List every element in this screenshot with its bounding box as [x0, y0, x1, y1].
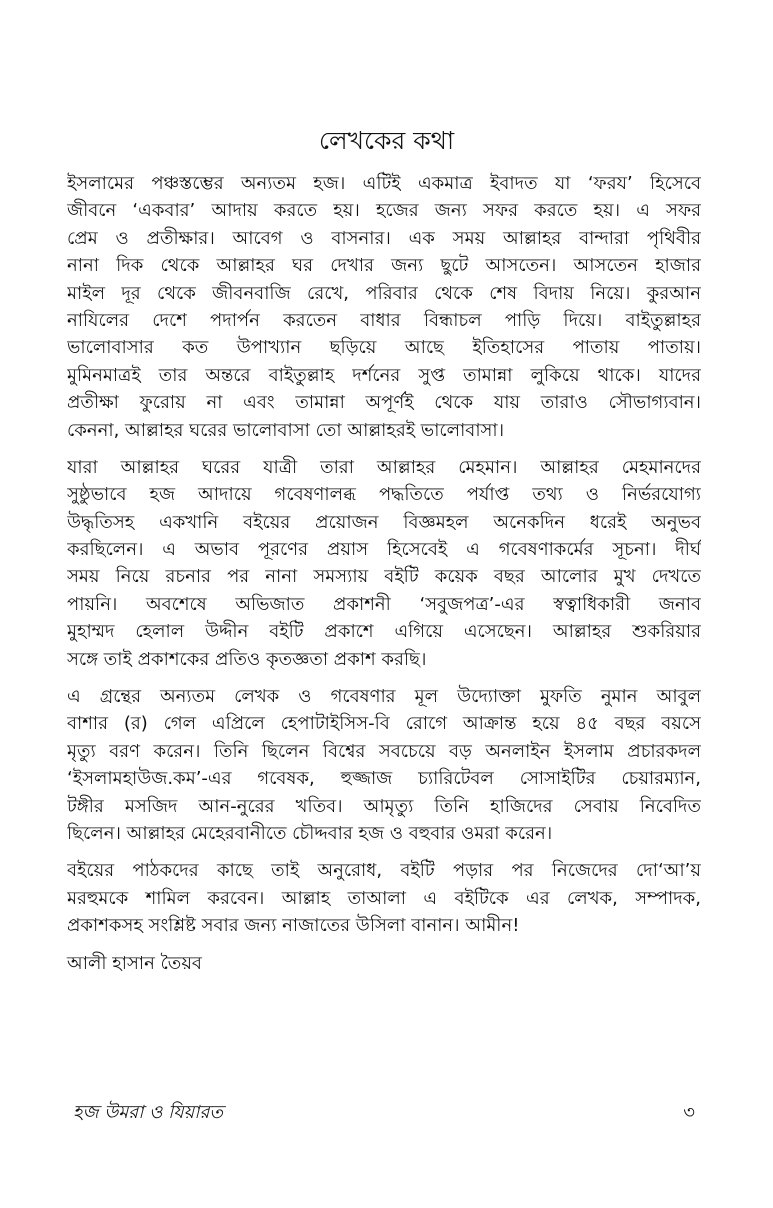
- text-line: মুহাম্মদ হেলাল উদ্দীন বইটি প্রকাশে এগিয়ে এসেছেন। আল্লাহর শুকরিয়ার: [67, 621, 701, 643]
- text-line: এ গ্রন্থের অন্যতম লেখক ও গবেষণার মূল উদ্যোক্তা মুফতি নুমান আবুল: [67, 686, 701, 708]
- page-number: ৩: [683, 1101, 695, 1123]
- text-line: ভালোবাসার কত উপাখ্যান ছড়িয়ে আছে ইতিহাসের পাতায় পাতায়।: [67, 337, 701, 359]
- paragraph-3: [67, 683, 701, 847]
- text-line: উদ্ধৃতিসহ একখানি বইয়ের প্রয়োজন বিজ্ঞমহল অনেকদিন ধরেই অনুভব: [67, 511, 701, 533]
- paragraph-2: [67, 454, 701, 673]
- text-line: মুমিনমাত্রই তার অন্তরে বাইতুল্লাহ দর্শনের সুপ্ত তামান্না লুকিয়ে থাকে। যাদের: [67, 364, 701, 386]
- text-line: বাশার (র) গেল এপ্রিলে হেপাটাইসিস-বি রোগে আক্রান্ত হয়ে ৪৫ বছর বয়সে: [67, 713, 701, 735]
- text-line: পায়নি। অবশেষে অভিজাত প্রকাশনী ‘সবুজপত্র’-এর স্বত্বাধিকারী জনাব: [67, 593, 701, 615]
- author-signature: আলী হাসান তৈয়ব: [67, 952, 202, 974]
- text-line: জীবনে ‘একবার’ আদায় করতে হয়। হজের জন্য সফর করতে হয়। এ সফর: [67, 200, 701, 222]
- text-line: মাইল দূর থেকে জীবনবাজি রেখে, পরিবার থেকে শেষ বিদায় নিয়ে। কুরআন: [67, 282, 701, 304]
- text-line: বইয়ের পাঠকদের কাছে তাই অনুরোধ, বইটি পড়ার পর নিজেদের দো‘আ’য়: [67, 860, 701, 882]
- preface-body: [67, 170, 701, 977]
- text-line: সময় নিয়ে রচনার পর নানা সমস্যায় বইটি কয়েক বছর আলোর মুখ দেখতে: [67, 566, 701, 588]
- text-line: সঙ্গে তাই প্রকাশকের প্রতিও কৃতজ্ঞতা প্রকাশ করছি।: [67, 648, 427, 670]
- paragraph-1: [67, 170, 701, 444]
- text-line: যারা আল্লাহর ঘরের যাত্রী তারা আল্লাহর মেহমান। আল্লাহর মেহমানদের: [67, 456, 701, 478]
- text-line: প্রেম ও প্রতীক্ষার। আবেগ ও বাসনার। এক সময় আল্লাহর বান্দারা পৃথিবীর: [67, 227, 701, 249]
- text-line: নাযিলের দেশে পদার্পন করতেন বাধার বিন্ধাচল পাড়ি দিয়ে। বাইতুল্লাহর: [67, 309, 701, 331]
- text-line: নানা দিক থেকে আল্লাহর ঘর দেখার জন্য ছুটে আসতেন। আসতেন হাজার: [67, 255, 701, 277]
- text-line: করছিলেন। এ অভাব পূরণের প্রয়াস হিসেবেই এ গবেষণাকর্মের সূচনা। দীর্ঘ: [67, 539, 701, 561]
- text-line: ইসলামের পঞ্চস্তম্ভের অন্যতম হজ। এটিই একমাত্র ইবাদত যা ‘ফরয’ হিসেবে: [67, 173, 701, 194]
- page-footer: [73, 1098, 695, 1128]
- text-line: সুষ্ঠুভাবে হজ আদায়ে গবেষণালব্ধ পদ্ধতিতে পর্যাপ্ত তথ্য ও নির্ভরযোগ্য: [67, 484, 701, 506]
- text-line: কেননা, আল্লাহর ঘরের ভালোবাসা তো আল্লাহরই ভালোবাসা।: [67, 419, 505, 441]
- text-line: মৃত্যু বরণ করেন। তিনি ছিলেন বিশ্বের সবচেয়ে বড় অনলাইন ইসলাম প্রচারকদল: [67, 740, 701, 762]
- paragraph-4: [67, 857, 701, 939]
- text-line: টঙ্গীর মসজিদ আন-নুরের খতিব। আমৃত্যু তিনি হাজিদের সেবায় নিবেদিত: [67, 795, 701, 817]
- page-heading: লেখকের কথা: [318, 126, 455, 155]
- text-line: ‘ইসলামহাউজ.কম’-এর গবেষক, হুজ্জাজ চ্যারিটেবল সোসাইটির চেয়ারম্যান,: [67, 768, 701, 790]
- text-line: মরহুমকে শামিল করবেন। আল্লাহ তাআলা এ বইটিকে এর লেখক, সম্পাদক,: [67, 887, 701, 909]
- text-line: ছিলেন। আল্লাহর মেহেরবানীতে চৌদ্দবার হজ ও বহুবার ওমরা করেন।: [67, 822, 553, 844]
- text-line: প্রতীক্ষা ফুরোয় না এবং তামান্না অপূর্ণই থেকে যায় তারাও সৌভাগ্যবান।: [67, 392, 701, 414]
- text-line: প্রকাশকসহ সংশ্লিষ্ট সবার জন্য নাজাতের উসিলা বানান। আমীন!: [67, 915, 520, 937]
- running-footer-title: হজ উমরা ও যিয়ারত: [73, 1101, 223, 1123]
